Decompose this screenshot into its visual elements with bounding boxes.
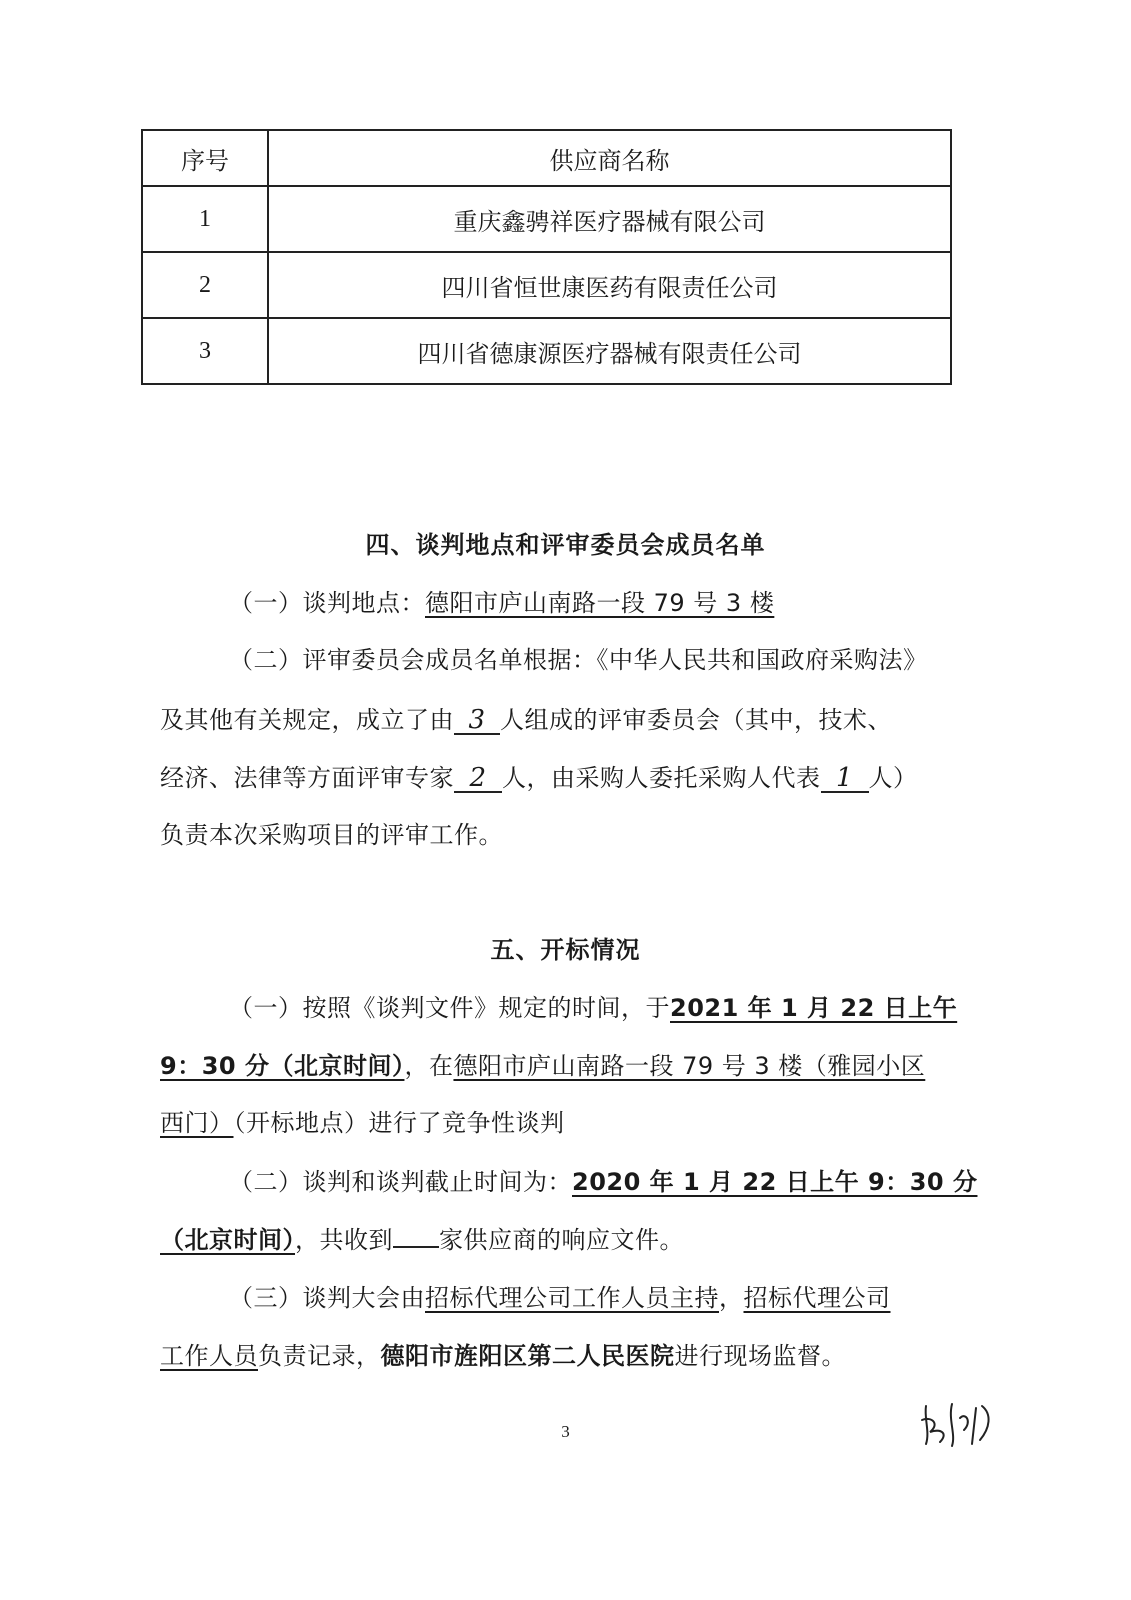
committee-text-a: 及其他有关规定，成立了由 [160,706,454,734]
cell-serial: 1 [142,186,268,252]
experts-text: 经济、法律等方面评审专家 [160,764,454,792]
handwritten-signature [918,1398,998,1448]
opening-line-3 [160,1103,565,1138]
location-label: （一）谈判地点： [229,589,425,617]
table-row [142,186,951,252]
meeting-line-2 [160,1336,846,1371]
committee-total-handwritten: 3 [454,709,500,735]
opening-date: 2021 年 1 月 22 日上午 [670,994,958,1022]
meeting-host: 招标代理公司工作人员主持 [425,1284,719,1312]
supervisor-name: 德阳市旌阳区第二人民医院 [380,1342,675,1370]
header-serial: 序号 [142,130,268,186]
section5-title: 五、开标情况 [490,936,641,964]
location-value: 德阳市庐山南路一段 79 号 3 楼 [425,589,775,617]
meeting-recorder-2: 工作人员 [160,1342,258,1370]
purchaser-text: 人，由采购人委托采购人代表 [502,764,821,792]
opening-place: 德阳市庐山南路一段 79 号 3 楼（雅园小区 [453,1052,926,1080]
table-header-row [142,130,951,186]
committee-line-3 [160,758,918,793]
supplier-table [141,129,952,385]
cell-supplier-name: 四川省德康源医疗器械有限责任公司 [268,318,951,384]
header-supplier-name: 供应商名称 [268,130,951,186]
opening-text-c: （开标地点）进行了竞争性谈判 [233,1109,565,1137]
opening-line-1 [229,988,957,1023]
deadline-date: 2020 年 1 月 22 日上午 9：30 分 [572,1168,978,1196]
opening-time: 9：30 分（北京时间） [160,1052,405,1080]
committee-text-b: 人组成的评审委员会（其中，技术、 [500,706,892,734]
meeting-text-b: ， [719,1284,744,1312]
cell-supplier-name: 重庆鑫骋祥医疗器械有限公司 [268,186,951,252]
purchaser-reps-handwritten: 1 [821,767,869,793]
meeting-text-d: 进行现场监督。 [674,1342,846,1370]
received-count-blank [393,1222,439,1248]
committee-line-1: （二）评审委员会成员名单根据：《中华人民共和国政府采购法》 [229,646,928,674]
meeting-recorder: 招标代理公司 [743,1284,891,1312]
cell-supplier-name: 四川省恒世康医药有限责任公司 [268,252,951,318]
experts-count-handwritten: 2 [454,767,502,793]
opening-line-2 [160,1046,925,1081]
committee-line-4: 负责本次采购项目的评审工作。 [160,821,503,849]
opening-text-b: ，在 [404,1052,454,1080]
section4-title: 四、谈判地点和评审委员会成员名单 [365,531,766,559]
table-row [142,252,951,318]
deadline-text-a: （二）谈判和谈判截止时间为： [229,1168,572,1196]
table-row [142,318,951,384]
deadline-text-c: 家供应商的响应文件。 [439,1226,684,1254]
meeting-text-a: （三）谈判大会由 [229,1284,425,1312]
deadline-timezone: （北京时间） [160,1226,295,1254]
cell-serial: 3 [142,318,268,384]
deadline-text-b: ，共收到 [295,1226,393,1254]
page-number: 3 [561,1422,570,1441]
cell-serial: 2 [142,252,268,318]
opening-place-2: 西门） [160,1109,234,1137]
meeting-text-c: 负责记录， [258,1342,381,1370]
deadline-line-2 [160,1220,684,1255]
negotiation-location-line [229,583,774,618]
closing-paren: 人） [868,764,918,792]
committee-line-2 [160,700,892,735]
meeting-line-1 [229,1278,891,1313]
deadline-line-1 [229,1162,977,1197]
opening-text-a: （一）按照《谈判文件》规定的时间，于 [229,994,670,1022]
